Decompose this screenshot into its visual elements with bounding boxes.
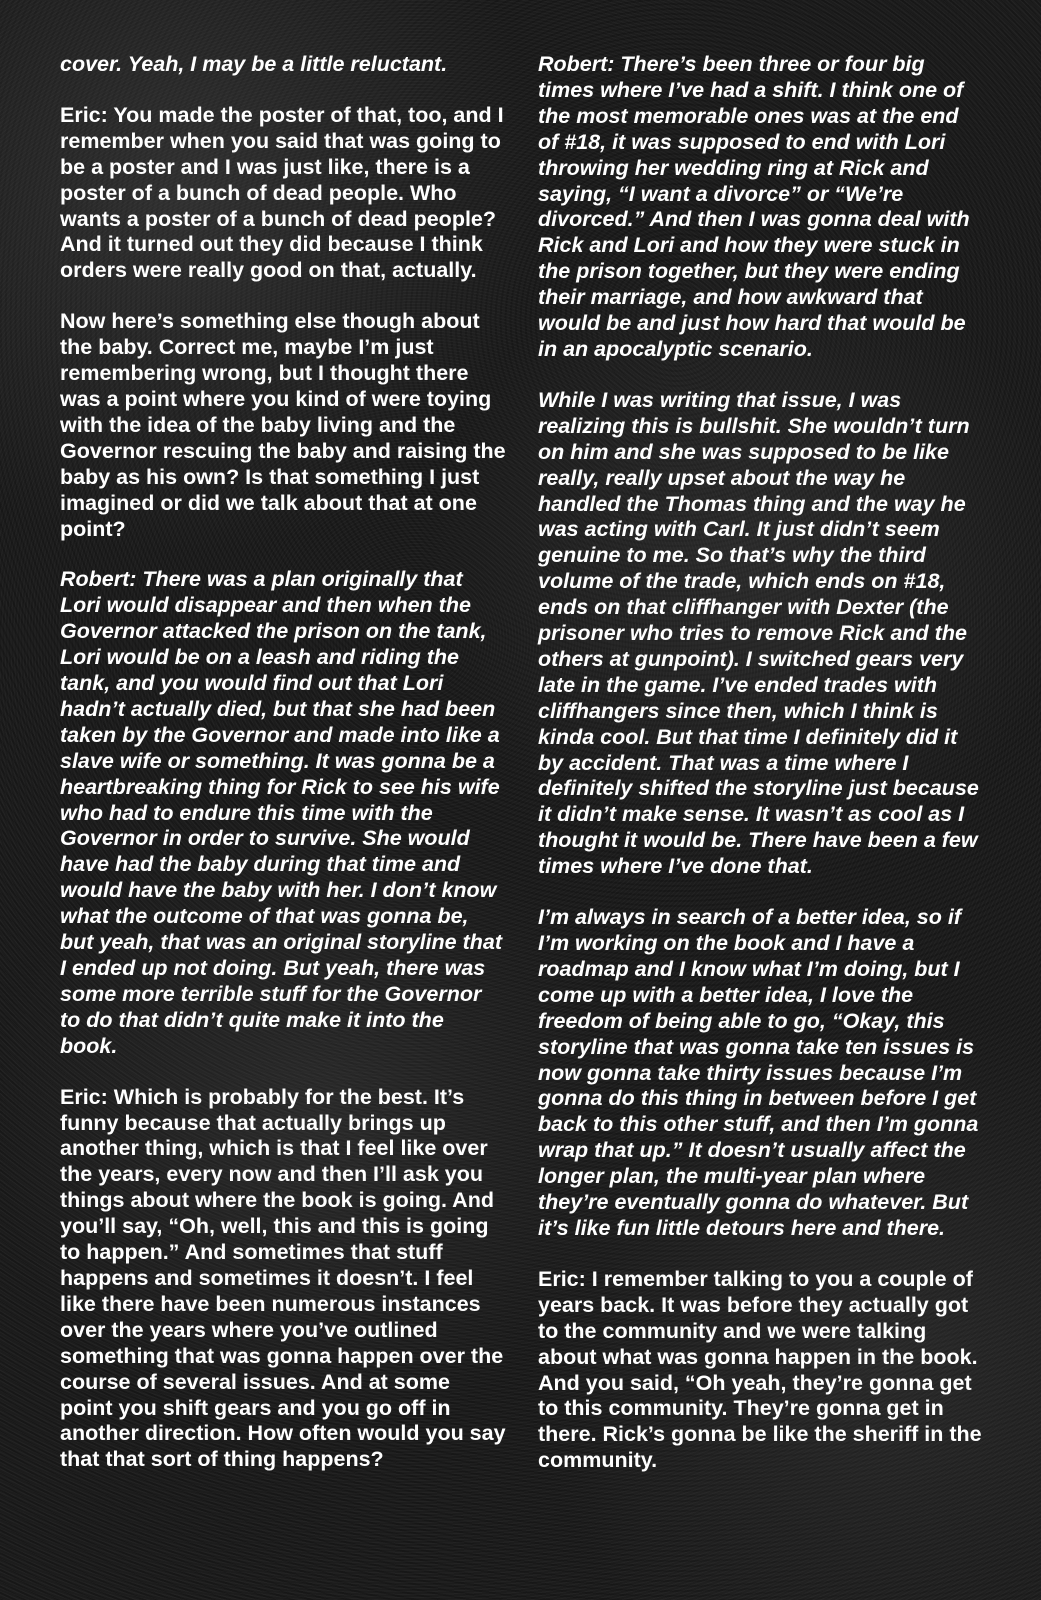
paragraph-robert-big-shifts: Robert: There’s been three or four big times where I’ve had a shift. I think one of the most memorable ones was at the end of #18, it was supposed to end with Lori throwing her wedding ring at Rick and saying, “I want a divorce” or “We’re divorced.” And then I was gonna deal with Rick and Lori and how they were stuck in the prison together, but they were ending their marriage, and how awkward that would be and just how hard that would be in an apocalyptic scenario. [538,52,970,361]
paragraph-robert-original-plan: Robert: There was a plan originally that Lori would disappear and then when the Governor attacked the prison on the tank, Lori would be on a leash and riding the tank, and you would find out that Lori hadn’t actually died, but that she had been taken by the Governor and made into like a slave wife or something. It was gonna be a heartbreaking thing for Rick to see his wife who had to endure this time with the Governor in order to survive. She would have had the baby during that time and would have the baby with her. I don’t know what the outcome of that was gonna be, but yeah, that was an original storyline that I ended up not doing. But yeah, there was some more terrible stuff for the Governor to do that didn’t quite make it into the book. [60,567,503,1058]
paragraph-robert-reluctant: cover. Yeah, I may be a little reluctant. [60,52,448,76]
paragraph-eric-shift-gears: Eric: Which is probably for the best. It’s funny because that actually brings up another thing, which is that I feel like over the years, every now and then I’ll ask you things about where the book is going. And you’ll say, “Oh, well, this and this is going to happen.” And sometimes that stuff happens and sometimes it doesn’t. I feel like there have been numerous instances over the years where you’ve outlined something that was gonna happen over the course of several issues. And at some point you shift gears and you go off in another direction. How often would you say that that sort of thing happens? [60,1084,506,1472]
paragraph-robert-writing-issue: While I was writing that issue, I was realizing this is bullshit. She wouldn’t turn on him and she was supposed to be like really, really upset about the way he handled the Thomas thing and the way he was acting with Carl. It just didn’t seem genuine to me. So that’s why the third volume of the trade, which ends on #18, ends on that cliffhanger with Dexter (the prisoner who tries to remove Rick and the others at gunpoint). I switched gears very late in the game. I’ve ended trades with cliffhangers since then, which I think is kinda cool. But that time I definitely did it by accident. That was a time where I definitely shifted the storyline just because it didn’t make sense. It wasn’t as cool as I thought it would be. There have been a few times where I’ve done that. [538,387,979,879]
right-column [538,52,984,1600]
paragraph-eric-baby: Now here’s something else though about the baby. Correct me, maybe I’m just remembering wrong, but I thought there was a point where you kind of were toying with the idea of the baby living and the Governor rescuing the baby and raising the baby as his own? Is that something I just imagined or did we talk about that at one point? [60,309,506,541]
left-column [60,52,506,1600]
paragraph-eric-community: Eric: I remember talking to you a couple of years back. It was before they actually got to the community and we were talking about what was gonna happen in the book. And you said, “Oh yeah, they’re gonna get to this community. They’re gonna get in there. Rick’s gonna be like the sheriff in the community. [538,1266,982,1473]
paragraph-robert-better-idea: I’m always in search of a better idea, so if I’m working on the book and I have a roadmap and I know what I’m doing, but I come up with a better idea, I love the freedom of being able to go, “Okay, this storyline that was gonna take ten issues is now gonna take thirty issues because I’m gonna do this thing in between before I get back to this other stuff, and then I’m gonna wrap that up.” It doesn’t usually affect the longer plan, the multi-year plan where they’re eventually gonna do whatever. But it’s like fun little detours here and there. [538,905,979,1240]
paragraph-eric-poster: Eric: You made the poster of that, too, and I remember when you said that was going to be a poster and I was just like, there is a poster of a bunch of dead people. Who wants a poster of a bunch of dead people? And it turned out they did because I think orders were really good on that, actually. [60,102,504,283]
